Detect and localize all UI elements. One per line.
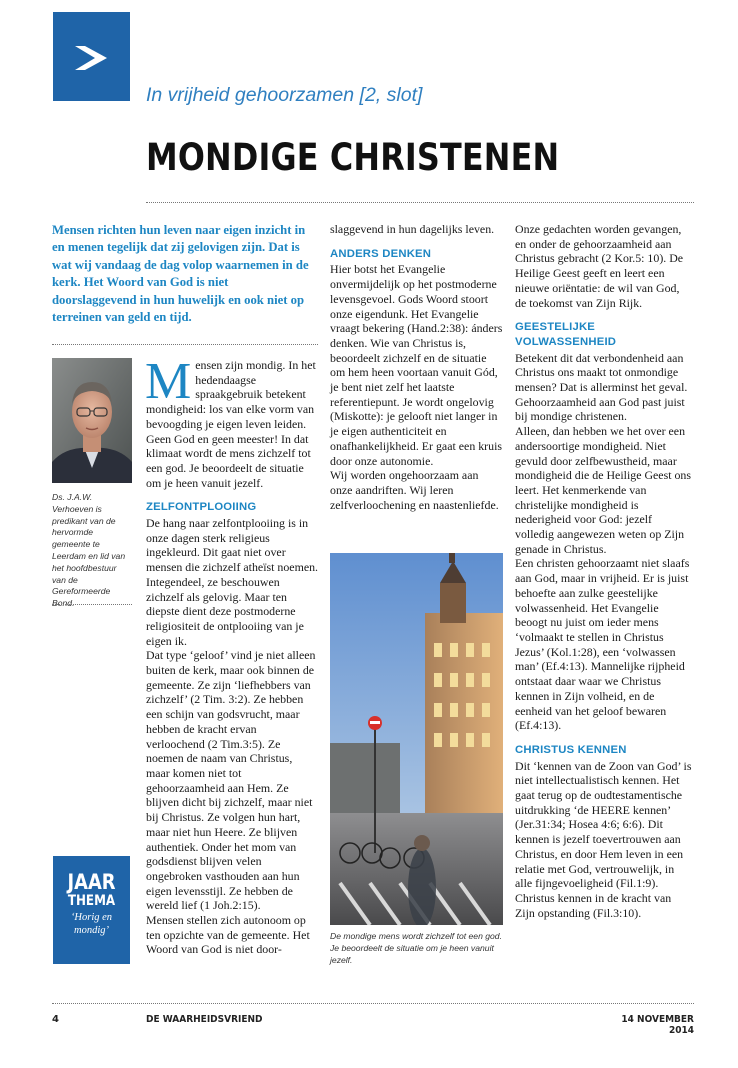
paragraph: Een christen gehoorzaamt niet slaafs aan God, maar in vrijheid. Er is juist behoefte aan zulke geestelijke volwassenheid. Het Evangelie beoogt nu juist om ieder mens ‘volmaakt te stellen in Christus Jezus’ (Kol.1:28), een ‘volwassen man’ (Ef.4:13). Mannelijke rijpheid ontstaat daar waar we Christus kennen in Zijn volheid, en de eenheid van het geloof bewaren (Ef.4:13).: [515, 556, 690, 733]
page-number: 4: [52, 1014, 59, 1025]
paragraph: De hang naar zelfontplooiing is in onze dagen sterk religieus ingekleurd. Dit gaat niet over mensen die zichzelf atheïst noemen. Integendeel, ze beschouwen zichzelf als gelovig. Maar ten diepste dient deze postmoderne religiositeit de ontplooiing van je eigen ik.: [146, 516, 319, 648]
jaarthema-sub2: mondig’: [74, 924, 109, 936]
subheading-anders-denken: ANDERS DENKEN: [330, 247, 432, 260]
footer-divider: [52, 1003, 694, 1004]
author-portrait: [52, 358, 132, 483]
section-logo-box: [53, 12, 130, 101]
author-caption: Ds. J.A.W. Verhoeven is predikant van de hervormde gemeente te Leerdam en lid van het hoofdbestuur van de Gereformeerde Bond.: [52, 492, 126, 609]
photo-caption: De mondige mens wordt zichzelf tot een god. Je beoordeelt de situatie om je heen vanuit jezelf.: [330, 931, 502, 965]
paragraph: Mensen stellen zich autonoom op ten opzichte van de gemeente. Het Woord van God is niet door-: [146, 913, 310, 957]
paragraph: Betekent dit dat verbondenheid aan Christus ons maakt tot onmondige mensen? Dat is allerminst het geval. Gehoorzaamheid aan God past juist bij mondige christenen.: [515, 350, 688, 424]
subheading-zelfontplooiing: ZELFONTPLOOIING: [146, 501, 257, 514]
street-photo: [330, 553, 503, 925]
article-column-1: [145, 353, 319, 957]
paragraph: Dat type ‘geloof’ vind je niet alleen buiten de kerk, maar ook binnen de gemeente. Ze zijn ‘liefhebbers van zichzelf’ (2 Tim. 3:2). Ze hebben een schijn van godsvrucht, maar hebben de kracht ervan verloochend (2 Tim.3:5). Ze noemen de naam van Christus, maar komen niet tot gehoorzaamheid aan Hem. Ze blijven dicht bij zichzelf, maar niet bij Christus. Ze volgen hun hart, maar niet hun Heere. Ze blijven authentiek. Onder het mom van godsdienst blijven velen ongebroken vasthouden aan hun eigen levensstijl. Ze hebben de wereld lief (1 Joh.2:15).: [146, 648, 316, 913]
jaarthema-badge: [53, 856, 130, 964]
page-title: MONDIGE CHRISTENEN: [146, 136, 560, 179]
paragraph: Hier botst het Evangelie onvermijdelijk op het postmoderne levensgevoel. Gods Woord stoort onze eigendunk. Het Evangelie vraagt bekering (Hand.2:38): ánders denken. Wie van Christus is, beoordeelt zichzelf en de situatie om hem heen voortaan vanuit Gód, je bent niet zelf het laatste referentiepunt. Je wordt ongelovig (Miskotte): je gelooft niet langer in je eigen authenticiteit en onafhankelijkheid. Er gaat een kruis door onze autonomie.: [330, 262, 503, 468]
article-column-3: [515, 222, 693, 920]
jaarthema-line1: JAAR: [67, 870, 116, 894]
paragraph: slaggevend in hun dagelijks leven.: [330, 222, 495, 236]
paragraph: Alleen, dan hebben we het over een andersoortige mondigheid. Niet gevuld door zelfbewustheid, maar mondigheid die de Heilige Geest ons leert. Het kenmerkende van christelijke mondigheid is nederigheid voor God: jezelf volledig aangewezen weten op Zijn genade in Christus.: [515, 424, 692, 556]
jaarthema-line2: THEMA: [67, 893, 116, 909]
subheading-geestelijke-volwassenheid: GEESTELIJKE VOLWASSENHEID: [515, 321, 617, 348]
chevron-right-icon: [73, 42, 109, 74]
magazine-name: DE WAARHEIDSVRIEND: [146, 1014, 263, 1025]
issue-date: 14 NOVEMBER 2014: [621, 1014, 694, 1036]
paragraph: ensen zijn mondig. In het hedendaagse spraakgebruik betekent mondigheid: los van elke vorm van bevoogding je eigen leven leiden. Geen God en geen meester! In dat klimaat wordt de mens zichzelf tot een god. Je beoordeelt de situatie om je heen vanuit jezelf.: [146, 358, 316, 490]
article-column-2: [330, 222, 503, 512]
series-kicker: In vrijheid gehoorzamen [2, slot]: [146, 84, 423, 106]
paragraph: Onze gedachten worden gevangen, en onder de gehoorzaamheid aan Christus gebracht (2 Kor.5: 10). De Heilige Geest geeft en leert een nieuwe oriëntatie: de wil van God, de toekomst van Zijn Rijk.: [515, 222, 684, 310]
title-divider: [146, 202, 694, 203]
drop-cap: M: [145, 353, 192, 410]
paragraph: Wij worden ongehoorzaam aan onze aandriften. Wij leren zelfverloochening en naastenliefde.: [330, 468, 499, 512]
caption-divider: [52, 604, 132, 605]
subheading-christus-kennen: CHRISTUS KENNEN: [515, 743, 627, 756]
paragraph: Dit ‘kennen van de Zoon van God’ is niet intellectualistisch kennen. Het gaat terug op de oudtestamentische uitdrukking ‘de HEERE kennen’ (Jer.31:34; Hosea 4:6; 6:6). Dit kennen is jezelf toevertrouwen aan Christus, en door Hem leven in een relatie met God, vertrouwelijk, in alle fijngevoeligheid (Fil.1:9). Christus kennen in de kracht van Zijn opstanding (Fil.3:10).: [515, 758, 692, 920]
intro-lead: Mensen richten hun leven naar eigen inzicht in en menen tegelijk dat zij gelovigen zijn. Dat is wat wij vandaag de dag volop waarnemen in de kerk. Het Woord van God is niet doorslaggevend in hun huwelijk en ook niet op terreinen van geld en tijd.: [52, 223, 309, 325]
intro-divider: [52, 344, 318, 345]
jaarthema-sub1: ‘Horig en: [70, 912, 113, 923]
